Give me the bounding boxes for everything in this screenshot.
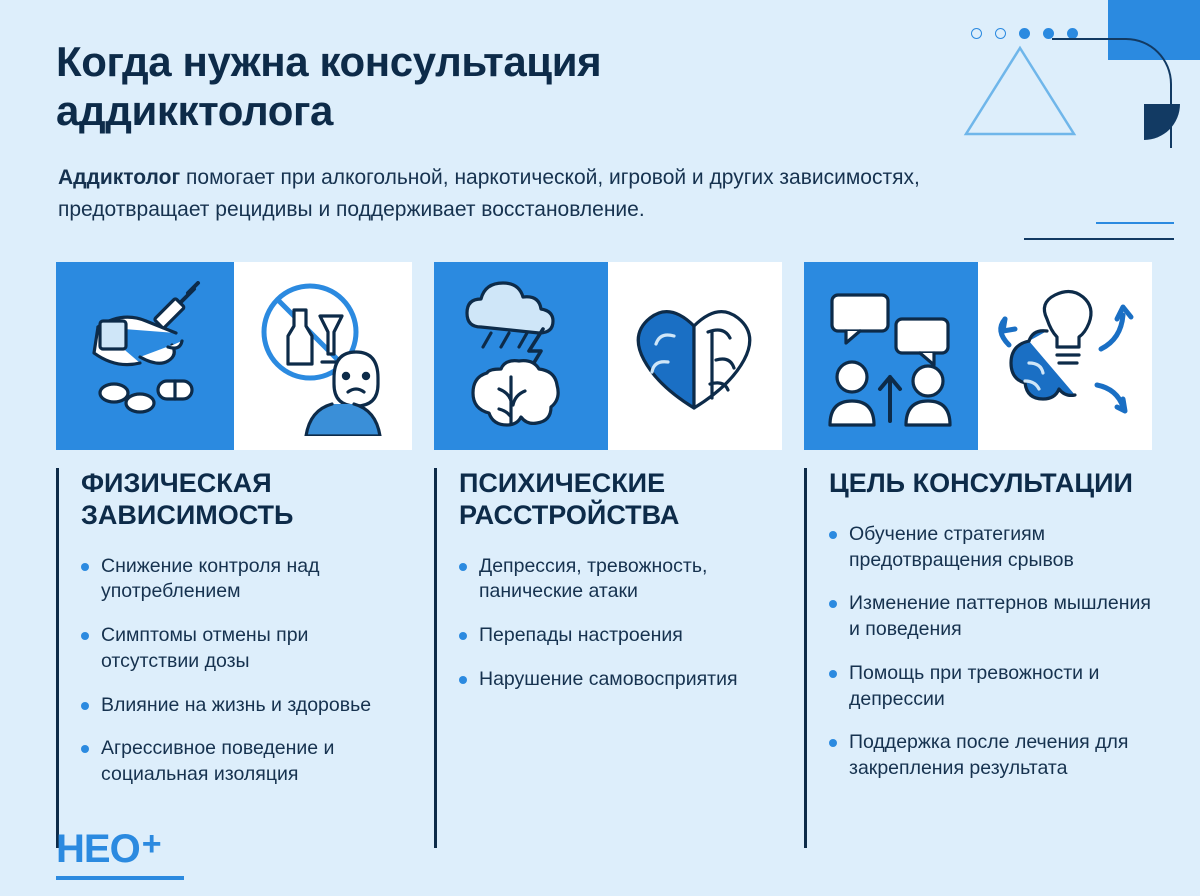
column-1-body xyxy=(56,468,412,848)
decor-quarter-circle xyxy=(1144,104,1180,140)
column-3-title: ЦЕЛЬ КОНСУЛЬТАЦИИ xyxy=(829,468,1133,498)
column-3-list xyxy=(829,522,1152,782)
columns-container xyxy=(56,262,1164,848)
arm-injection-pills-icon xyxy=(56,262,234,450)
column-mental-disorders xyxy=(434,262,782,848)
decor-dot xyxy=(995,28,1006,39)
list-item: Депрессия, тревожность, панические атаки xyxy=(459,554,782,605)
brand-logo-text: НЕО xyxy=(56,827,140,871)
subtitle-bold: Аддиктолог xyxy=(58,166,181,189)
list-item: Обучение стратегиям предотвращения срывов xyxy=(829,522,1152,573)
column-2-body xyxy=(434,468,782,848)
decor-line-long xyxy=(1024,238,1174,240)
brand-logo xyxy=(56,827,161,872)
list-item: Симптомы отмены при отсутствии дозы xyxy=(81,623,412,674)
list-item: Влияние на жизнь и здоровье xyxy=(81,693,412,719)
list-item: Снижение контроля над употреблением xyxy=(81,554,412,605)
subtitle-rest: помогает при алкогольной, наркотической, игровой и других зависимостях, предотвращает рецидивы и поддерживает восстановление. xyxy=(58,166,920,221)
column-2-images xyxy=(434,262,782,450)
heart-brain-icon xyxy=(608,262,782,450)
list-item: Поддержка после лечения для закрепления результата xyxy=(829,730,1152,781)
decor-dot xyxy=(1019,28,1030,39)
column-consultation-goal xyxy=(804,262,1152,848)
page-subtitle xyxy=(58,162,1068,225)
column-3-images xyxy=(804,262,1152,450)
column-3-body xyxy=(804,468,1152,848)
column-2-title: ПСИХИЧЕСКИЕ РАССТРОЙСТВА xyxy=(459,468,680,530)
people-dialog-icon xyxy=(804,262,978,450)
decor-triangle xyxy=(960,42,1080,145)
column-1-images xyxy=(56,262,412,450)
list-item: Агрессивное поведение и социальная изоляция xyxy=(81,736,412,787)
list-item: Перепады настроения xyxy=(459,623,782,649)
page-title: Когда нужна консультация аддикктолога xyxy=(56,38,602,134)
list-item: Изменение паттернов мышления и поведения xyxy=(829,591,1152,642)
decor-dot xyxy=(971,28,982,39)
brain-storm-cloud-icon xyxy=(434,262,608,450)
column-2-list xyxy=(459,554,782,693)
list-item: Помощь при тревожности и депрессии xyxy=(829,661,1152,712)
decor-line-short xyxy=(1096,222,1174,224)
brand-logo-underline xyxy=(56,876,184,880)
no-alcohol-sad-person-icon xyxy=(234,262,412,450)
brain-lightbulb-arrows-icon xyxy=(978,262,1152,450)
brand-logo-plus: + xyxy=(141,825,161,863)
column-1-list xyxy=(81,554,412,788)
column-physical-dependence xyxy=(56,262,412,848)
column-1-title: ФИЗИЧЕСКАЯ ЗАВИСИМОСТЬ xyxy=(81,468,294,530)
list-item: Нарушение самовосприятия xyxy=(459,667,782,693)
